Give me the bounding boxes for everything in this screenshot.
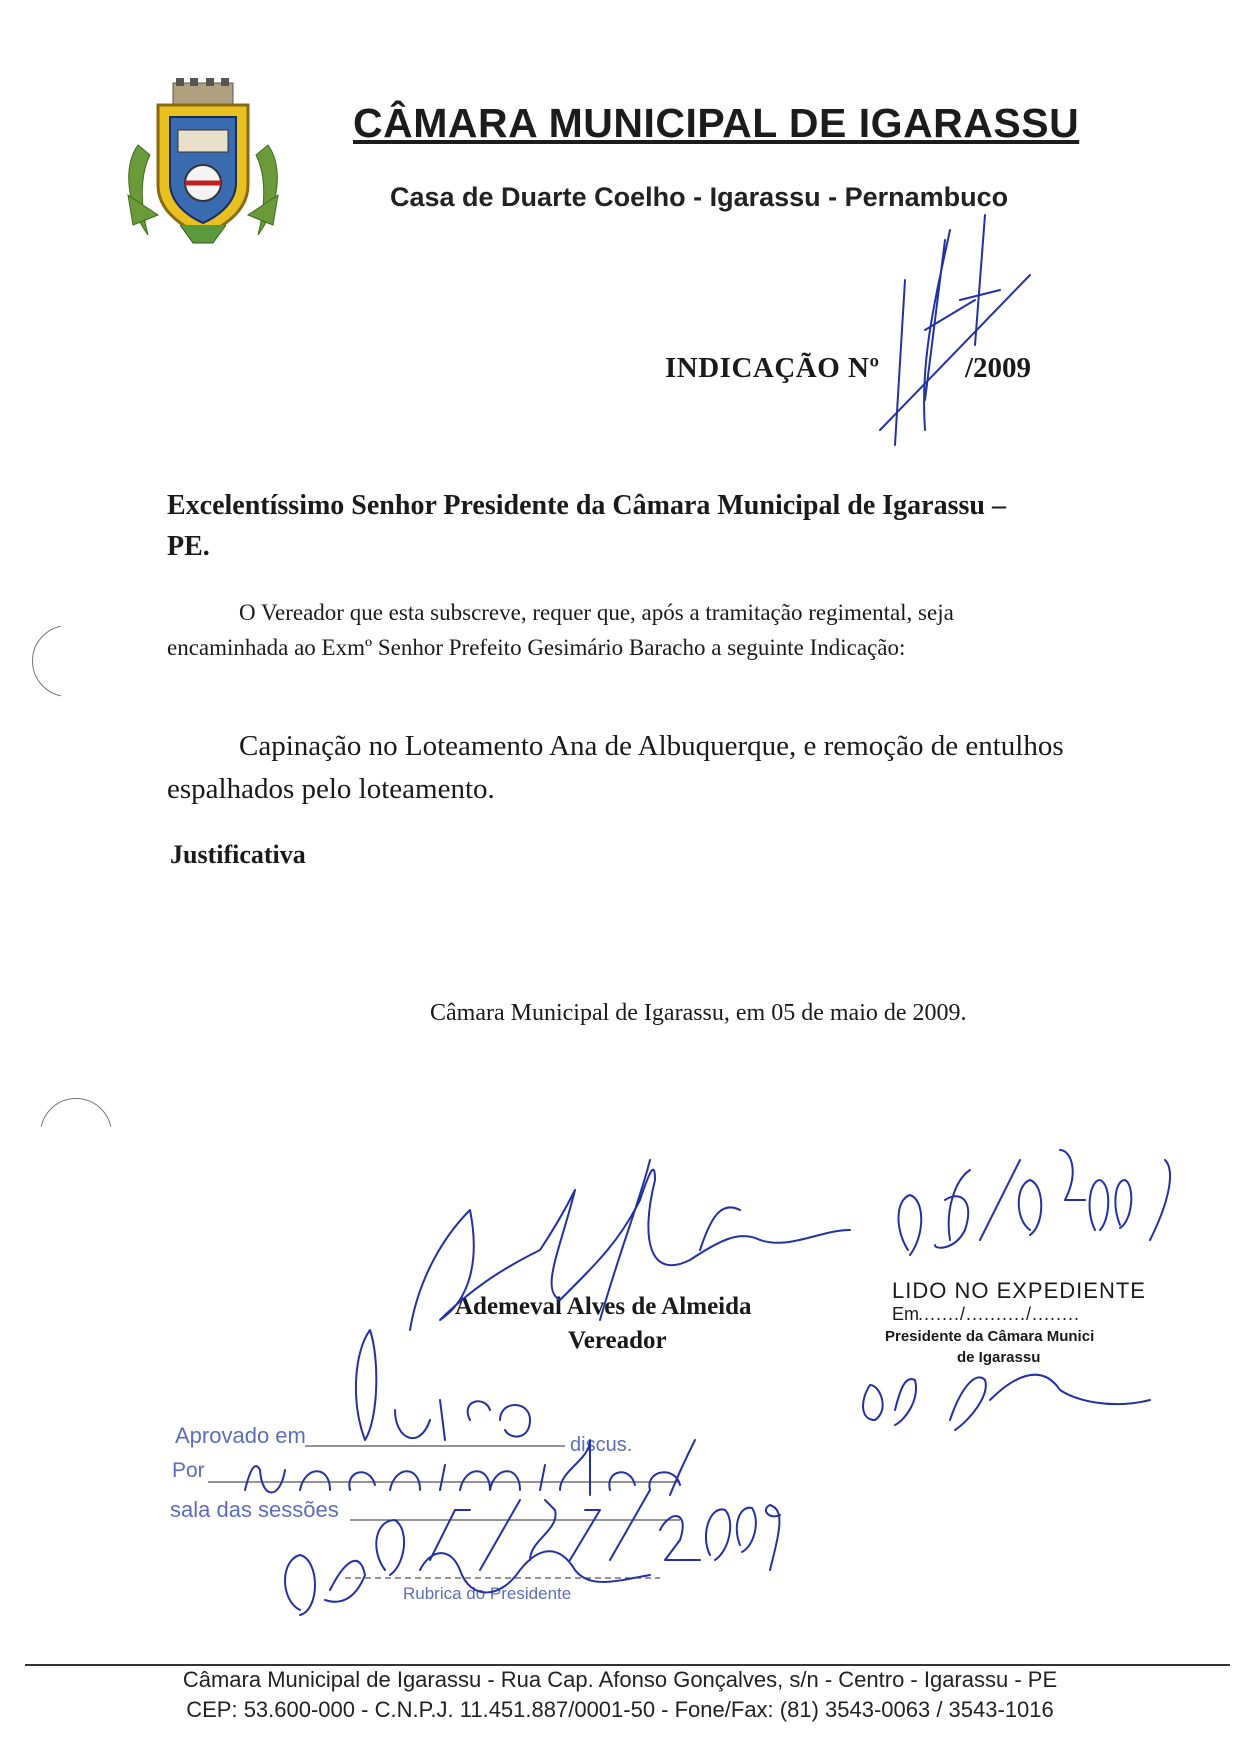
justification-heading: Justificativa — [170, 840, 306, 869]
signer-name: Ademeval Alves de Almeida — [455, 1293, 752, 1320]
aprovado-stamp-sala: sala das sessões — [170, 1497, 339, 1522]
institution-title: CÂMARA MUNICIPAL DE IGARASSU — [353, 100, 1080, 146]
request-text: Capinação no Loteamento Ana de Albuquerque, e remoção de entulhos espalhados pelo loteamento. — [167, 730, 1064, 805]
signer-role: Vereador — [568, 1327, 667, 1354]
institution-subtitle: Casa de Duarte Coelho - Igarassu - Pernambuco — [390, 182, 1009, 212]
lido-stamp-em-label: Em — [892, 1304, 919, 1324]
handwritten-number-144 — [895, 280, 905, 445]
lido-stamp-date-blanks: ......./........../........ — [918, 1304, 1081, 1324]
body-paragraph-text: O Vereador que esta subscreve, requer que, após a tramitação regimental, seja encaminhada ao Exmº Senhor Prefeito Gesimário Baracho a seguinte Indicação: — [167, 600, 954, 660]
indicacao-label: INDICAÇÃO Nº — [665, 352, 880, 384]
handwritten-word-unanimidade — [245, 1440, 695, 1495]
lido-stamp-president: Presidente da Câmara Munici — [885, 1328, 1095, 1345]
lido-stamp-title: LIDO NO EXPEDIENTE — [892, 1278, 1146, 1303]
handwritten-date-aprovado — [376, 1490, 780, 1575]
handwritten-word-unica — [356, 1330, 530, 1440]
place-date: Câmara Municipal de Igarassu, em 05 de maio de 2009. — [430, 1000, 967, 1026]
lido-stamp-city: de Igarassu — [957, 1349, 1041, 1366]
aprovado-stamp-discussion: discus. — [570, 1434, 633, 1456]
aprovado-stamp-rubrica: Rubrica do Presidente — [403, 1584, 572, 1603]
footer-divider — [25, 1664, 1230, 1666]
handwritten-date-lido — [898, 1150, 1170, 1255]
aprovado-stamp-por: Por — [172, 1459, 205, 1482]
salutation: Excelentíssimo Senhor Presidente da Câmara Municipal de Igarassu – PE. — [167, 490, 1006, 562]
footer-contact: CEP: 53.600-000 - C.N.P.J. 11.451.887/0001-50 - Fone/Fax: (81) 3543-0063 / 3543-1016 — [186, 1697, 1054, 1722]
signature-scribble — [410, 1170, 850, 1330]
indicacao-year: /2009 — [965, 352, 1032, 384]
aprovado-stamp-label: Aprovado em — [175, 1423, 306, 1448]
footer-address: Câmara Municipal de Igarassu - Rua Cap. Afonso Gonçalves, s/n - Centro - Igarassu - PE — [182, 1667, 1058, 1692]
